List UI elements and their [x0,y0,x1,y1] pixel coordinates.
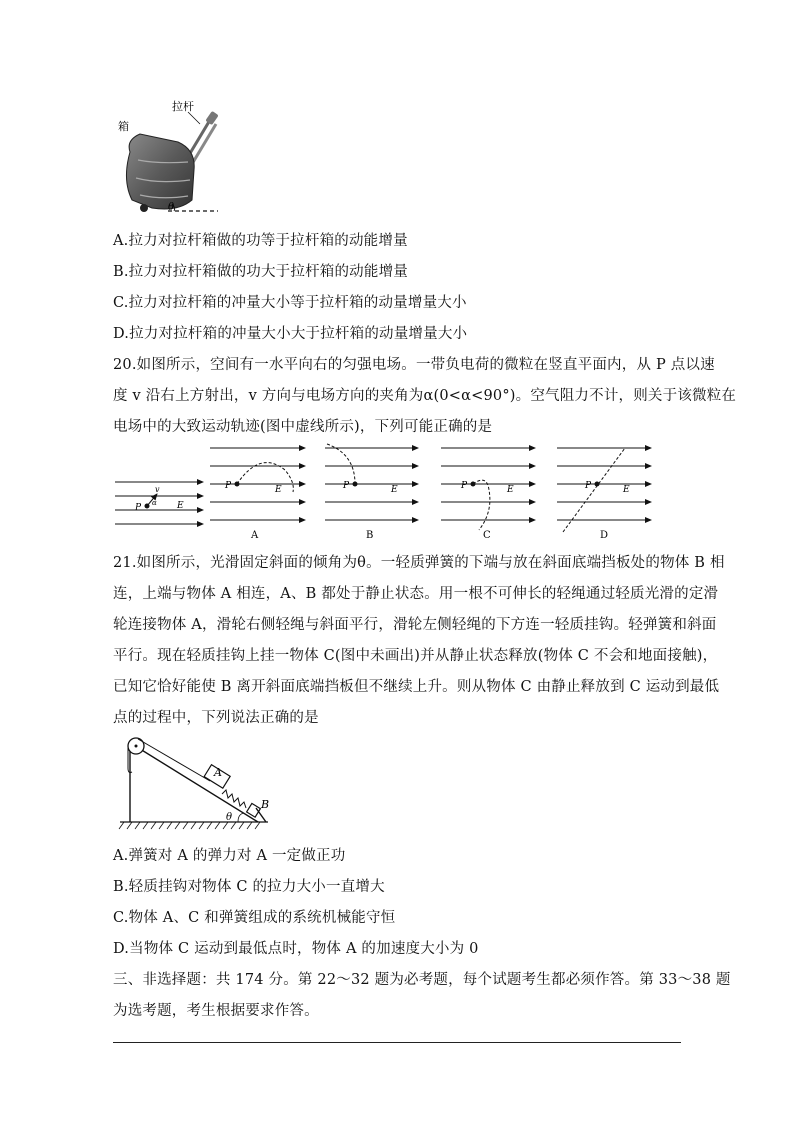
a-P: P [225,481,232,491]
ref-E: E [177,501,184,511]
q21-option-b: B.轻质挂钩对物体 C 的拉力大小一直增大 [113,879,385,895]
ref-P: P [135,503,142,513]
q21-line-2: 连，上端与物体 A 相连，A、B 都处于静止状态。用一根不可伸长的轻绳通过轻质光滑的定滑 [113,586,719,602]
section3-line-2: 为选考题，考生根据要求作答。 [113,1003,319,1019]
incline-A-label: A [214,766,222,779]
b-P: P [343,481,350,491]
q19-option-d: D.拉力对拉杆箱的冲量大小大于拉杆箱的动量增量大小 [113,326,468,342]
q21-option-d: D.当物体 C 运动到最低点时，物体 A 的加速度大小为 0 [113,941,479,957]
d-P: P [585,481,592,491]
suitcase-box-label: 箱 [118,120,129,133]
incline-B-label: B [261,798,270,811]
d-E: E [623,485,630,495]
ref-alpha: α [152,499,157,507]
q21-option-c: C.物体 A、C 和弹簧组成的系统机械能守恒 [113,910,396,926]
a-E: E [275,485,282,495]
ref-v: v [155,485,160,494]
incline-figure [118,734,278,832]
b-E: E [391,485,398,495]
bottom-rule [113,1042,681,1043]
q19-option-a: A.拉力对拉杆箱做的功等于拉杆箱的动能增量 [113,233,408,249]
label-B: B [366,530,374,541]
suitcase-handle-label: 拉杆 [172,100,194,113]
q21-line-6: 点的过程中，下列说法正确的是 [113,710,319,726]
q21-line-4: 平行。现在轻质挂钩上挂一物体 C(图中未画出)并从静止状态释放(物体 C 不会和地面接触)， [113,648,718,664]
q21-option-a: A.弹簧对 A 的弹力对 A 一定做正功 [113,848,346,864]
label-C: C [483,530,491,541]
q20-line-1: 20.如图所示，空间有一水平向右的匀强电场。一带负电荷的微粒在竖直平面内，从 P 点以速 [113,357,715,373]
q19-option-c: C.拉力对拉杆箱的冲量大小等于拉杆箱的动量增量大小 [113,295,467,311]
c-P: P [461,481,468,491]
suitcase-figure [118,100,223,216]
q19-option-b: B.拉力对拉杆箱做的功大于拉杆箱的动能增量 [113,264,408,280]
q21-line-5: 已知它恰好能使 B 离开斜面底端挡板但不继续上升。则从物体 C 由静止释放到 C 运动到最低 [113,679,720,695]
label-D: D [600,530,609,541]
c-E: E [507,485,514,495]
q20-line-2: 度 v 沿右上方射出，v 方向与电场方向的夹角为α(0<α<90°)。空气阻力不计，则关于该微粒在 [113,388,737,404]
label-A: A [251,530,259,541]
q21-line-1: 21.如图所示，光滑固定斜面的倾角为θ。一轻质弹簧的下端与放在斜面底端挡板处的物体 B 相 [113,555,725,571]
q21-line-3: 轮连接物体 A，滑轮右侧轻绳与斜面平行，滑轮左侧轻绳的下方连一轻质挂钩。轻弹簧和斜面 [113,617,717,633]
field-trajectory-figure [115,440,690,542]
section3-line-1: 三、非选择题：共 174 分。第 22～32 题为必考题，每个试题考生都必须作答。第 33～38 题 [113,972,731,988]
q20-line-3: 电场中的大致运动轨迹(图中虚线所示)，下列可能正确的是 [113,419,493,435]
suitcase-angle-label: θ [168,202,175,213]
incline-theta-label: θ [226,812,233,823]
